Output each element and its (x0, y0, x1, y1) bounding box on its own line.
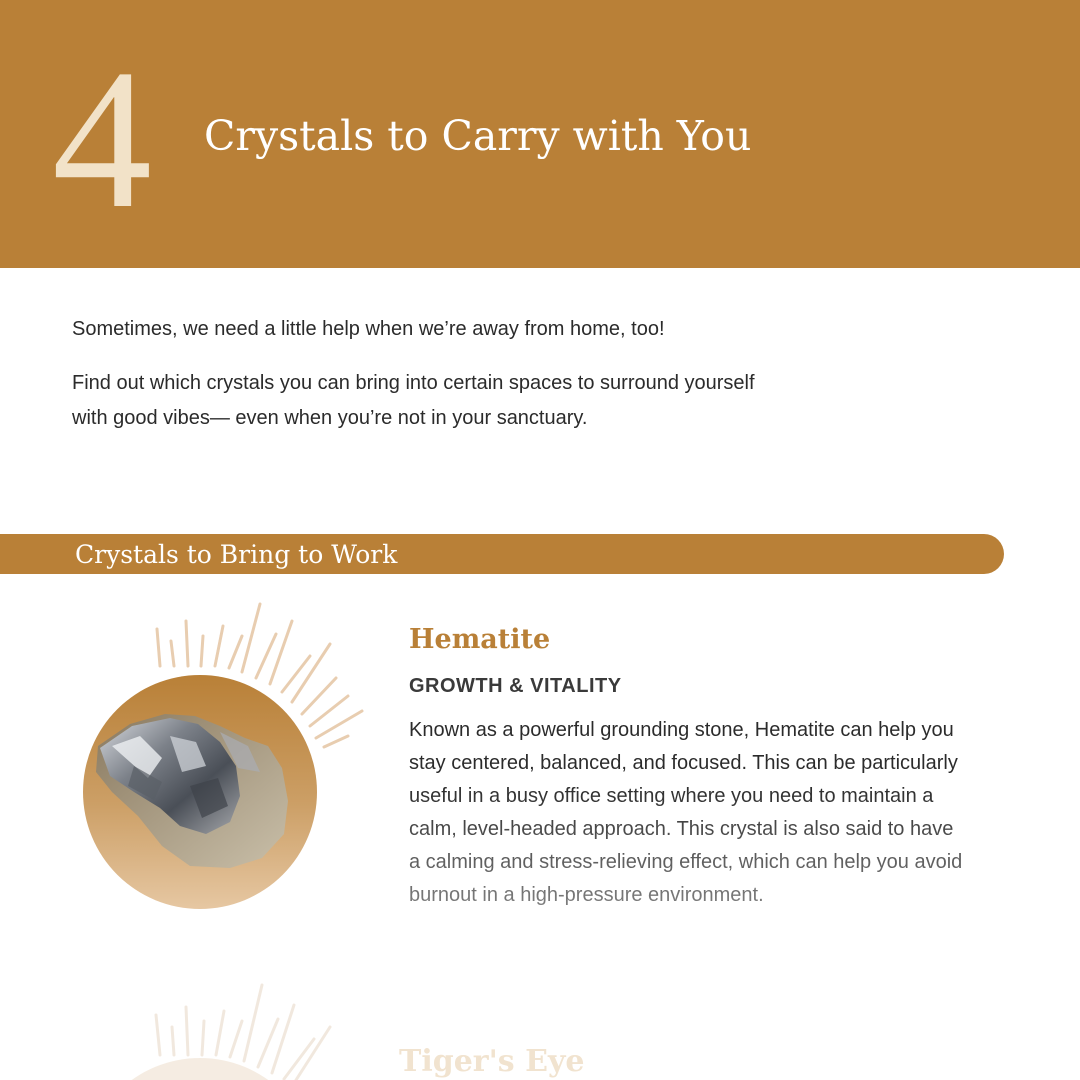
header-banner (0, 0, 1080, 268)
tigers-eye-illustration (100, 975, 400, 1080)
intro-paragraph-1: Sometimes, we need a little help when we’re away from home, too! (72, 318, 665, 340)
page-title: Crystals to Carry with You (204, 112, 752, 160)
tigers-eye-crystal-image (100, 975, 400, 1080)
chapter-number: 4 (52, 29, 146, 250)
intro-paragraph-2: Find out which crystals you can bring into certain spaces to surround yourself with good vibes— even when you’re not in your sanctuary. (72, 372, 755, 429)
hematite-crystal-image (70, 596, 390, 926)
crystal-name-hematite: Hematite (409, 624, 551, 655)
section-header-bar (0, 534, 1004, 574)
crystal-description-hematite: Known as a powerful grounding stone, Hematite can help you stay centered, balanced, and focused. This can be particularly useful in a busy office setting where you need to maintain a calm, level-headed approach. This crystal is also said to have a calming and stress-relieving effect, which can help you avoid burnout in a high-pressure environment. (409, 714, 969, 912)
intro-text (72, 312, 772, 436)
crystal-name-tigers-eye: Tiger's Eye (399, 1044, 585, 1079)
hematite-illustration (70, 596, 390, 926)
crystal-subtitle-hematite: GROWTH & VITALITY (409, 675, 622, 697)
section-title: Crystals to Bring to Work (75, 540, 398, 569)
